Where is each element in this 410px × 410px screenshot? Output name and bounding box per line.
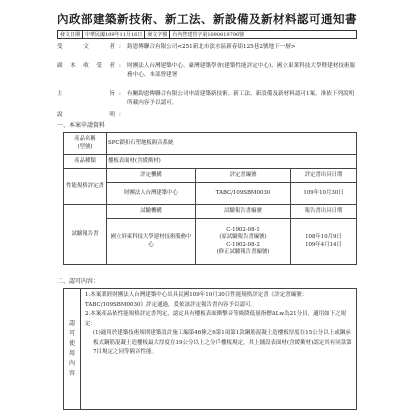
field-label: 受文者 <box>57 44 115 50</box>
field-label: 說明 <box>57 112 115 118</box>
test-dates <box>291 219 357 265</box>
content-item-2: 2.本案產品依性能規格評定書判定，認定具有樓板表面衝擊音等級降低量指標ΔLw為21分貝，適用如下之規定： <box>85 311 347 327</box>
product-name: SPC鎖扣石塑地板隔音系統 <box>107 133 357 155</box>
content-item-2-1: (1)適用於建築技術規則建築設計施工編第46條之6第1項第1款鋼筋混凝土造樓板厚度在15公分以上或鋼承板式鋼筋混凝土造樓板最大厚度在19公分以上之分戶樓板規定，其上鋪設表面材(含緩衝材)認定其有同款第7目規定之同等隔音性能。 <box>93 330 352 355</box>
issue-date-label: 發文日期 <box>58 31 83 38</box>
field-explain: 說明 : <box>57 112 121 118</box>
issue-no: 台內營建管字第1090819796號 <box>172 32 245 38</box>
document-sheet <box>57 12 357 410</box>
product-name-label: 產品名稱 (型號) <box>64 133 107 155</box>
perf-header-org: 評定機構 <box>107 169 196 183</box>
field-value: 鈞恩傳聯合有限公司<251新北市淡水區新春街125巷2號地下一層> <box>127 44 296 50</box>
issue-meta-row <box>57 30 357 39</box>
test-org: 國立屏東科技大學建材技術服務中心 <box>107 219 196 265</box>
test-label: 試驗報告書 <box>64 205 107 265</box>
product-type: 樓板表面材(含緩衝材) <box>107 155 357 169</box>
field-cc: 副本收受者 : 財團法人台灣建築中心、臺灣建築學會(建築性能評定中心)、國立東業科技大學暨建材技術服務中心、本部營建署 <box>57 63 356 78</box>
perf-header-date: 評定書出具日期 <box>291 169 357 183</box>
test-nos <box>196 219 291 265</box>
section-heading-2: 二、認可內容： <box>57 278 100 285</box>
field-value: 有關鈞恩傳聯合有限公司申請建築新技術、新工法、新設備及新材料認可1案，准依下列說明所載內容予以認可。 <box>127 91 355 106</box>
field-label: 主旨 <box>57 91 115 97</box>
product-type-label: 產品種類 <box>64 155 107 169</box>
field-label: 副本收受者 <box>57 63 115 69</box>
test-header-date: 報告書出具日期 <box>291 205 357 219</box>
content-item-1: 1.本案業經財團法人台灣建築中心出具民國109年10月30日性能規格評定書《評定書編號：TABC/109SBM0030》評定通過，爰依該評定報告書內容予以認可。 <box>85 292 308 308</box>
field-subject: 主旨 : 有關鈞恩傳聯合有限公司申請建築新技術、新工法、新設備及新材料認可1案，准依下列說明所載內容予以認可。 <box>57 90 357 108</box>
test-date-2: 109年4月14日 <box>305 241 342 248</box>
section-heading-1: 一、本案申請資料 <box>57 122 106 129</box>
issue-date: 中華民國109年11月16日 <box>83 31 145 38</box>
field-value: 財團法人台灣建築中心、臺灣建築學會(建築性能評定中心)、國立東業科技大學暨建材技術服務中心、本部營建署 <box>127 63 356 78</box>
perf-no: TABC/109SBM0030 <box>196 183 291 205</box>
test-date-1: 108年10月9日 <box>305 234 342 241</box>
perf-label: 性能規格評定書 <box>64 169 107 205</box>
field-recipient: 受文者 : 鈞恩傳聯合有限公司<251新北市淡水區新春街125巷2號地下一層> <box>57 43 357 52</box>
approval-content-box <box>63 288 357 410</box>
perf-date: 109年10月30日 <box>291 183 357 205</box>
test-no-1: C-1902-08-1 <box>226 226 260 233</box>
perf-header-no: 評定書編號 <box>196 169 291 183</box>
content-body <box>81 289 356 409</box>
test-no-1-note: (原試驗報告書編號) <box>219 234 267 241</box>
application-table <box>63 132 357 265</box>
content-side-label: 認 可 使 用 內 容 <box>64 289 81 409</box>
test-no-2: C-1902-08-2 <box>226 241 260 248</box>
document-title: 內政部建築新技術、新工法、新設備及新材料認可通知書 <box>57 12 357 26</box>
test-no-2-note: (修正試驗報告書編號) <box>216 248 270 255</box>
issue-no-label: 發文字號 <box>145 31 170 38</box>
perf-org: 財團法人台灣建築中心 <box>107 183 196 205</box>
test-header-no: 試驗報告書編號 <box>196 205 291 219</box>
test-header-org: 試驗機構 <box>107 205 196 219</box>
